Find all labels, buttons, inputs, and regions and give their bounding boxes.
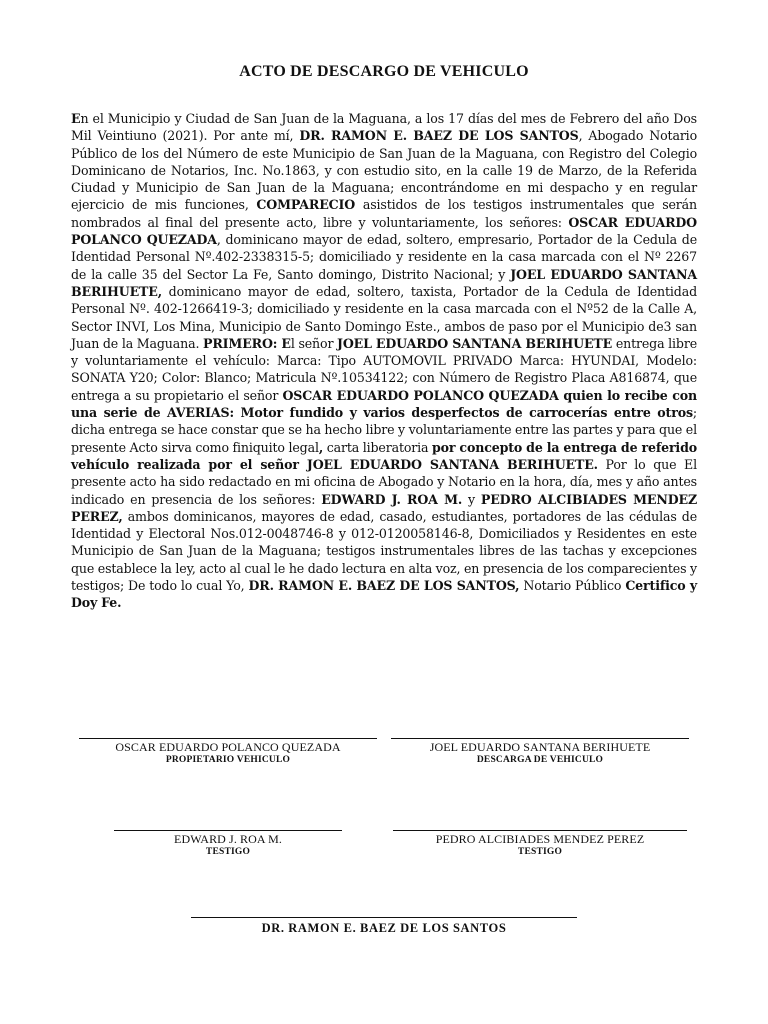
signature-line (79, 738, 377, 739)
body-text-run: asistidos de los testigos instrumentales que serán nombrados al final del presente acto, libre y voluntariamente, los señores: (71, 197, 698, 230)
signer-name: EDWARD J. ROA M. (174, 832, 282, 846)
signature-block-notary (191, 917, 577, 936)
signer-name: PEDRO ALCIBIADES MENDEZ PEREZ (435, 832, 645, 846)
signature-line (191, 917, 577, 918)
signature-block-witness-1 (114, 830, 342, 857)
body-text-run: Notario Público (519, 578, 626, 594)
body-text-bold-run: EDWARD J. ROA M. (321, 491, 463, 507)
signer-role: TESTIGO (205, 847, 251, 857)
body-text-run: , dominicano mayor de edad, soltero, empresario, Portador de la Cedula de Identidad Personal Nº.402-2338315-5; domiciliado y residente en la casa marcada con el Nº 2267 de la calle 35 del Sector La Fe, Santo domingo, Distrito Nacional; y (71, 232, 697, 282)
body-text-bold-run: PRIMERO: E (203, 335, 291, 351)
signer-role: TESTIGO (517, 847, 563, 857)
signature-block-deliverer (391, 738, 689, 765)
body-text-bold-run: E (71, 111, 81, 126)
body-text-run: entrega libre y voluntariamente el vehículo: Marca: Tipo AUTOMOVIL PRIVADO Marca: HYUNDAI, Modelo: SONATA Y20; Color: Blanco; Matricula Nº.10534122; con Número de Registro Placa A816874, que entrega a su propietario el señor (71, 335, 697, 403)
signature-line (393, 830, 687, 831)
body-text-run: l señor (290, 335, 338, 351)
document-title: ACTO DE DESCARGO DE VEHICULO (239, 63, 529, 80)
document-body (71, 110, 697, 612)
body-text-run: ; dicha entrega se hace constar que se ha hecho libre y voluntariamente entre las partes y para que el presente Acto sirva como finiquito legal (71, 405, 697, 455)
body-text-bold-run: DR. RAMON E. BAEZ DE LOS SANTOS (299, 128, 579, 144)
signer-role: DESCARGA DE VEHICULO (476, 755, 604, 765)
body-text-run: n el Municipio y Ciudad de San Juan de la Maguana, a los 17 días del mes de Febrero del año Dos Mil Veintiuno (2021). Por ante mí, (71, 111, 697, 144)
notary-name: DR. RAMON E. BAEZ DE LOS SANTOS (261, 921, 507, 935)
body-text-bold-run: PEDRO ALCIBIADES MENDEZ PEREZ, (71, 491, 698, 524)
signature-line (391, 738, 689, 739)
body-text-run: Por lo que El presente acto ha sido redactado en mi oficina de Abogado y Notario en la hora, día, mes y año antes indicado en presencia de los señores: (71, 456, 697, 507)
signature-block-owner (79, 738, 377, 765)
body-text-run: carta liberatoria (323, 439, 433, 455)
body-text-run: y (462, 491, 481, 507)
body-text-run: dominicano mayor de edad, soltero, taxista, Portador de la Cedula de Identidad Personal Nº. 402-1266419-3; domiciliado y residente en la casa marcada con el Nº52 de la Calle A, Sector INVI, Los Mina, Municipio de Santo Domingo Este., ambos de paso por el Municipio de3 san Juan de la Maguana. (71, 283, 697, 351)
body-text-run: , Abogado Notario Público de los del Número de este Municipio de San Juan de la Maguana, con Registro del Colegio Dominicano de Notarios, Inc. No.1863, y con estudio sito, en la calle 19 de Marzo, de la Referida Ciudad y Municipio de San Juan de la Maguana; encontrándome en mi despacho y en regular ejercicio de mis funciones, (71, 128, 697, 213)
signer-name: OSCAR EDUARDO POLANCO QUEZADA (115, 740, 341, 754)
signer-role: PROPIETARIO VEHICULO (165, 755, 291, 765)
body-text-bold-run: JOEL EDUARDO SANTANA BERIHUETE, (71, 266, 697, 299)
body-text-bold-run: DR. RAMON E. BAEZ DE LOS SANTOS, (248, 578, 520, 594)
body-text-bold-run: COMPARECIO (256, 197, 356, 213)
signature-line (114, 830, 342, 831)
body-text-bold-run: OSCAR EDUARDO POLANCO QUEZADA (71, 214, 697, 248)
body-text-bold-run: por concepto de la entrega de referido vehículo realizada por el señor JOEL EDUARDO SANTANA BERIHUETE. (71, 439, 697, 472)
body-text-run: ambos dominicanos, mayores de edad, casado, estudiantes, portadores de las cédulas de Identidad y Electoral Nos.012-0048746-8 y 012-0120058146-8, Domiciliados y Residentes en este Municipio de San Juan de la Maguana; testigos instrumentales libres de las tachas y excepciones que establece la ley, acto al cual le he dado lectura en alta voz, en presencia de los comparecientes y testigos; De todo lo cual Yo, (71, 508, 697, 594)
signer-name: JOEL EDUARDO SANTANA BERIHUETE (429, 740, 651, 754)
body-text-bold-run: OSCAR EDUARDO POLANCO QUEZADA quien lo recibe con una serie de AVERIAS: Motor fundido y varios desperfectos de carrocerías entre otros (71, 387, 697, 421)
body-text-bold-run: Certifico y Doy Fe. (71, 578, 698, 611)
signature-block-witness-2 (393, 830, 687, 857)
body-text-bold-run: JOEL EDUARDO SANTANA BERIHUETE (337, 335, 613, 351)
body-text-bold-run: , (318, 439, 324, 455)
